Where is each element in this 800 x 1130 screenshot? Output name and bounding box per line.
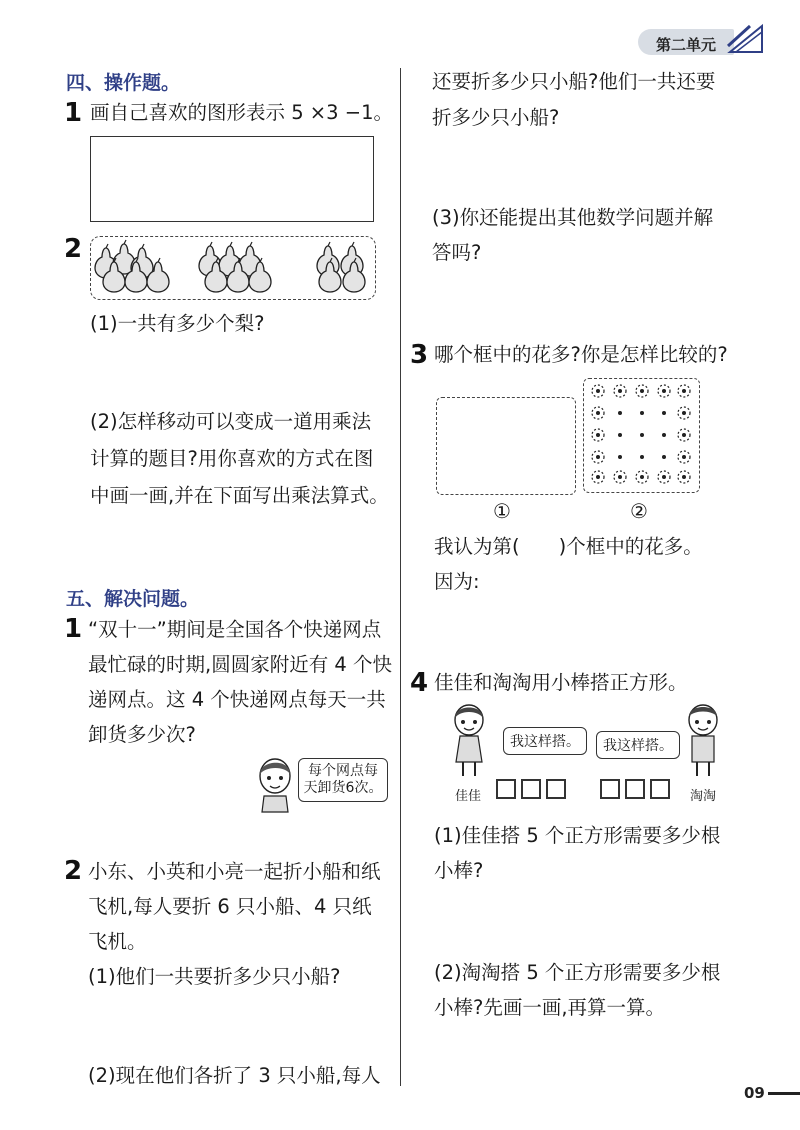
square-stick (521, 779, 541, 799)
question-number: 2 (64, 234, 83, 264)
boy-taotao-icon (680, 700, 726, 780)
question-text: 佳佳和淘淘用小棒搭正方形。 (434, 671, 688, 694)
answer-reason: 因为: (434, 570, 480, 593)
question-part: (2)淘淘搭 5 个正方形需要多少根 (434, 961, 721, 984)
pears-illustration (92, 238, 372, 296)
flower-box-1 (436, 397, 576, 495)
question-part: 计算的题目?用你喜欢的方式在图 (90, 447, 374, 470)
question-text: “双十一”期间是全国各个快递网点 (88, 618, 382, 641)
question-part: (1)佳佳搭 5 个正方形需要多少根 (434, 824, 721, 847)
box-label-1: ① (493, 499, 511, 523)
name-taotao: 淘淘 (690, 789, 717, 804)
square-stick (496, 779, 516, 799)
question-text: 小东、小英和小亮一起折小船和纸 (88, 860, 381, 883)
square-stick (650, 779, 670, 799)
ruler-triangle-icon (726, 22, 766, 56)
question-part: 还要折多少只小船?他们一共还要 (432, 70, 716, 93)
girl-jiajia-icon (446, 700, 492, 780)
speech-bubble (298, 758, 388, 802)
question-part: (2)现在他们各折了 3 只小船,每人 (88, 1064, 381, 1087)
unit-title: 第二单元 (656, 36, 717, 54)
drawing-answer-box[interactable] (90, 136, 374, 222)
question-text: 飞机,每人要折 6 只小船、4 只纸 (88, 895, 372, 918)
question-part: 小棒?先画一画,再算一算。 (434, 996, 666, 1019)
question-part: 小棒? (434, 859, 484, 882)
question-part: (3)你还能提出其他数学问题并解 (432, 206, 714, 229)
question-part: (2)怎样移动可以变成一道用乘法 (90, 410, 372, 433)
question-text: 哪个框中的花多?你是怎样比较的? (434, 343, 728, 366)
question-text: 卸货多少次? (88, 723, 196, 746)
question-text: 飞机。 (88, 930, 147, 953)
bubble-text: 每个网点每 (308, 762, 378, 779)
question-text: 画自己喜欢的图形表示 5 ×3 −1。 (90, 101, 393, 124)
box-label-2: ② (630, 499, 648, 523)
section-title-problems: 五、解决问题。 (66, 588, 200, 610)
speech-bubble-right: 我这样搭。 (596, 731, 680, 759)
question-part: (1)他们一共要折多少只小船? (88, 965, 341, 988)
square-stick (625, 779, 645, 799)
name-jiajia: 佳佳 (455, 789, 482, 804)
question-text: 递网点。这 4 个快递网点每天一共 (88, 688, 386, 711)
page-line (768, 1092, 800, 1095)
flowers-grid (586, 381, 696, 489)
speech-bubble-left: 我这样搭。 (503, 727, 587, 755)
question-number: 3 (410, 340, 429, 370)
question-number: 2 (64, 856, 83, 886)
square-stick (600, 779, 620, 799)
question-number: 1 (64, 98, 83, 128)
question-part: (1)一共有多少个梨? (90, 312, 265, 335)
girl-avatar-icon (252, 752, 298, 814)
question-number: 4 (410, 668, 429, 698)
section-title-operations: 四、操作题。 (66, 72, 181, 94)
question-text: 最忙碌的时期,圆圆家附近有 4 个快 (88, 653, 393, 676)
question-number: 1 (64, 614, 83, 644)
question-part: 中画一画,并在下面写出乘法算式。 (90, 484, 389, 507)
answer-line: 我认为第( )个框中的花多。 (434, 535, 703, 558)
question-part: 折多少只小船? (432, 106, 560, 129)
column-divider (400, 68, 401, 1086)
page-number: 09 (744, 1084, 765, 1102)
square-stick (546, 779, 566, 799)
bubble-text: 天卸货6次。 (303, 780, 383, 796)
question-part: 答吗? (432, 241, 482, 264)
